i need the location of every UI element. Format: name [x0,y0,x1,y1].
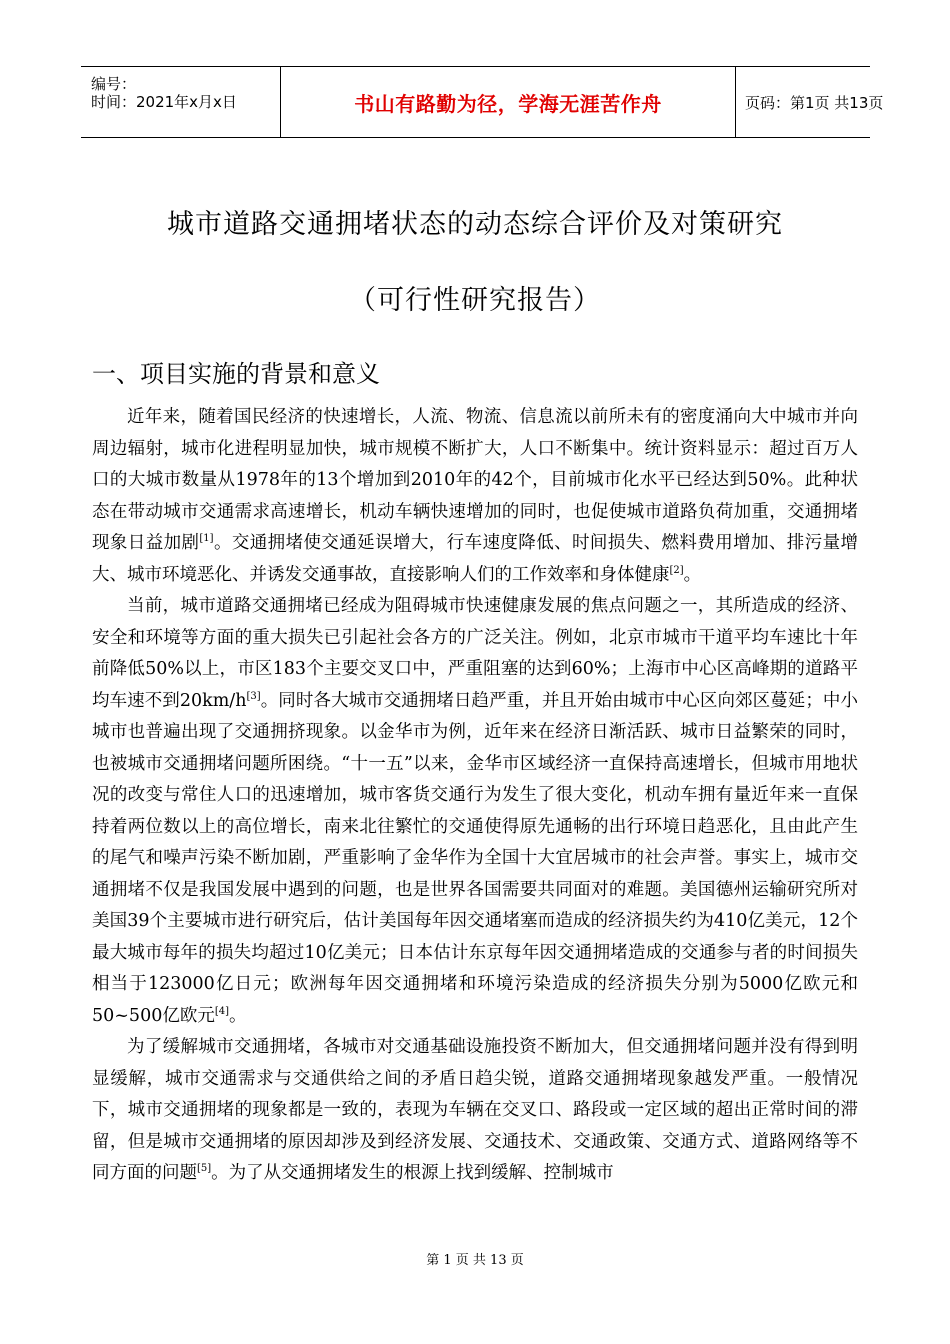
body-paragraph [92,591,858,1032]
citation-marker: [1] [199,533,214,545]
paragraph-text: 。 [229,1005,247,1026]
header-page-info: 页码：第1页 共13页 [745,93,884,112]
document-number-label: 编号： [91,75,137,93]
citation-marker: [3] [246,690,261,702]
citation-marker: [2] [669,564,684,576]
section-heading: 一、项目实施的背景和意义 [92,360,380,388]
body-paragraph [92,402,858,591]
paragraph-text: 。同时各大城市交通拥堵日趋严重，并且开始由城市中心区向郊区蔓延；中小城市也普遍出现了交通拥挤现象。以金华市为例，近年来在经济日渐活跃、城市日益繁荣的同时，也被城市交通拥堵问题所困绕。“十一五”以来，金华市区域经济一直保持高速增长，但城市用地状况的改变与常住人口的迅速增加，城市客货交通行为发生了很大变化，机动车拥有量近年来一直保持着两位数以上的高位增长，南来北往繁忙的交通使得原先通畅的出行环境日趋恶化，且由此产生的尾气和噪声污染不断加剧，严重影响了金华作为全国十大宜居城市的社会声誉。事实上，城市交通拥堵不仅是我国发展中遇到的问题，也是世界各国需要共同面对的难题。美国德州运输研究所对美国39个主要城市进行研究后，估计美国每年因交通堵塞而造成的经济损失约为410亿美元，12个最大城市每年的损失均超过10亿美元；日本估计东京每年因交通拥堵造成的交通参与者的时间损失相当于123000亿日元；欧洲每年因交通拥堵和环境污染造成的经济损失分别为5000亿欧元和50~500亿欧元 [92,690,858,1026]
paragraph-text: 当前，城市道路交通拥堵已经成为阻碍城市快速健康发展的焦点问题之一，其所造成的经济、安全和环境等方面的重大损失已引起社会各方的广泛关注。例如，北京市城市干道平均车速比十年前降低50%以上，市区183个主要交叉口中，严重阻塞的达到60%；上海市中心区高峰期的道路平均车速不到20km/h [92,596,858,711]
header-meta-cell [81,67,280,137]
citation-marker: [4] [214,1005,230,1017]
page-footer: 第 1 页 共 13 页 [426,1253,524,1268]
document-time-label: 时间：2021年x月x日 [91,93,237,111]
document-subtitle: （可行性研究报告） [349,285,601,316]
header-motto: 书山有路勤为径，学海无涯苦作舟 [280,67,736,137]
header-table [81,66,884,138]
body-paragraph [92,1032,858,1190]
document-title: 城市道路交通拥堵状态的动态综合评价及对策研究 [167,209,783,240]
body-text [92,402,858,1190]
paragraph-text: 。 [683,564,702,585]
paragraph-text: 近年来，随着国民经济的快速增长，人流、物流、信息流以前所未有的密度涌向大中城市并向周边辐射，城市化进程明显加快，城市规模不断扩大，人口不断集中。统计资料显示：超过百万人口的大城市数量从1978年的13个增加到2010年的42个，目前城市化水平已经达到50%。此种状态在带动城市交通需求高速增长，机动车辆快速增加的同时，也促使城市道路负荷加重，交通拥堵现象日益加剧 [92,407,858,553]
paragraph-text: 。为了从交通拥堵发生的根源上找到缓解、控制城市 [211,1163,614,1183]
paragraph-text: 。交通拥堵使交通延误增大，行车速度降低、时间损失、燃料费用增加、排污量增大、城市环境恶化、并诱发交通事故，直接影响人们的工作效率和身体健康 [92,533,858,585]
paragraph-text: 为了缓解城市交通拥堵，各城市对交通基础设施投资不断加大，但交通拥堵问题并没有得到明显缓解，城市交通需求与交通供给之间的矛盾日趋尖锐，道路交通拥堵现象越发严重。一般情况下，城市交通拥堵的现象都是一致的，表现为车辆在交叉口、路段或一定区域的超出正常时间的滞留，但是城市交通拥堵的原因却涉及到经济发展、交通技术、交通政策、交通方式、道路网络等不同方面的问题 [92,1037,858,1183]
citation-marker: [5] [197,1163,212,1175]
